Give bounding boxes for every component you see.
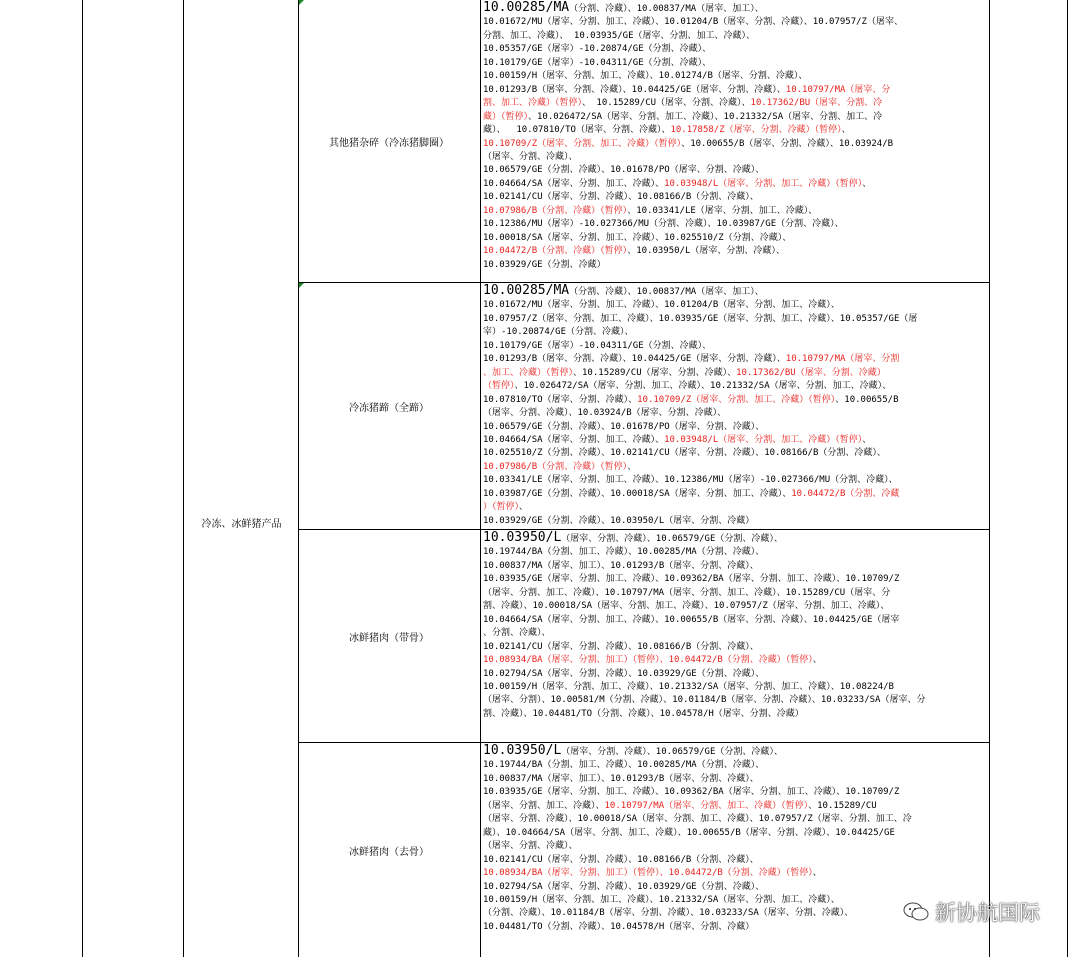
entry-text: 10.10179/GE（屠宰）-10.04311/GE（分割、冷藏）、: [483, 340, 712, 351]
code-line: [483, 84, 987, 97]
entry-text: 10.01293/B（屠宰、分割、冷藏）、10.04425/GE（屠宰、分割、冷藏）、: [483, 354, 786, 365]
code-line: [483, 447, 987, 460]
code-line: [483, 284, 987, 299]
code-line: [483, 474, 987, 487]
entry-text: 、10.15289/CU（屠宰、分割、冷藏）、: [573, 367, 737, 378]
entry-text: （分割、冷藏）、10.01184/B（屠宰、分割、冷藏）、10.03233/SA（屠宰、分割、冷藏）、: [483, 908, 854, 919]
category-label: 冷冻、冰鲜猪产品: [201, 519, 282, 530]
code-line: [483, 488, 987, 501]
suspended-entry: 10.17362/BU（屠宰、分割、冷藏）: [736, 367, 886, 378]
code-line: [483, 421, 987, 434]
entry-text: 、: [519, 502, 529, 513]
entry-text: 10.02141/CU（屠宰、分割、冷藏）、10.08166/B（分割、冷藏）、: [483, 641, 759, 652]
comment-marker: [299, 283, 304, 288]
suspended-entry: 10.08934/BA（屠宰、分割、加工）（暂停）、10.04472/B（分割、冷藏）（暂停）: [483, 655, 813, 666]
entry-text: 割、冷藏）、10.00018/SA（屠宰、分割、加工、冷藏）、10.07957/Z（屠宰、分割、加工、冷藏）、: [483, 601, 890, 612]
entry-text: 10.03341/LE（屠宰、分割、加工、冷藏）、10.12386/MU（屠宰）-10.027366/MU（分割、冷藏）、: [483, 475, 898, 486]
entry-text: 10.04664/SA（屠宰、分割、加工、冷藏）、10.00655/B（屠宰、分割、冷藏）、10.04425/GE（屠宰: [483, 614, 900, 625]
product-name: 其他猪杂碎（冷冻猪脚圈）: [329, 137, 449, 149]
entry-text: 、 10.15289/CU（屠宰、分割、冷藏）、: [582, 98, 751, 109]
code-line: [483, 151, 987, 164]
watermark: [903, 897, 1040, 927]
entry-text: 10.025510/Z（分割、冷藏）、10.02141/CU（屠宰、分割、冷藏）、10.08166/B（分割、冷藏）、: [483, 448, 886, 459]
entry-text: 、10.00655/B（屠宰、分割、冷藏）、10.03924/B: [681, 138, 894, 149]
code-line: [483, 641, 987, 654]
entry-text: 10.19744/BA（分割、加工、冷藏）、10.00285/MA（分割、冷藏）、: [483, 760, 765, 771]
code-line: [483, 70, 987, 83]
code-line: [483, 759, 987, 772]
suspended-entry: 10.08934/BA（屠宰、分割、加工）（暂停）、10.04472/B（分割、冷藏）（暂停）: [483, 868, 813, 879]
entry-text: 10.03929/GE（分割、冷藏）: [483, 259, 606, 270]
table-row: [299, 0, 989, 282]
entry-text: 10.03987/GE（分割、冷藏）、10.00018/SA（屠宰、分割、加工、冷藏）、: [483, 488, 792, 499]
code-line: [483, 840, 987, 853]
entry-text: 分割、加工、冷藏）、 10.03935/GE（屠宰、分割、加工、冷藏）、: [483, 30, 756, 41]
entry-text: 10.03935/GE（屠宰、分割、加工、冷藏）、10.09362/BA（屠宰、分割、加工、冷藏）、10.10709/Z: [483, 787, 900, 798]
table-row: [299, 530, 989, 742]
product-name: 冰鲜猪肉（去骨）: [349, 846, 429, 858]
entry-text: 10.01293/B（屠宰、分割、冷藏）、10.04425/GE（屠宰、分割、冷藏）、: [483, 84, 786, 95]
entry-text: 、10.00655/B: [835, 394, 899, 405]
code-line: [483, 587, 987, 600]
entry-text: （屠宰、分割、冷藏）、: [483, 841, 578, 852]
code-line: [483, 600, 987, 613]
wechat-icon: [903, 902, 929, 922]
entry-text: 10.02141/CU（屠宰、分割、冷藏）、10.08166/B（分割、冷藏）、: [483, 854, 759, 865]
code-line: [483, 16, 987, 29]
suspended-entry: 10.07986/B（分割、冷藏）（暂停）: [483, 205, 628, 216]
entry-text: 10.02141/CU（屠宰、分割、冷藏）、10.08166/B（分割、冷藏）、: [483, 192, 759, 203]
entry-text: （分割、冷藏）、10.00837/MA（屠宰、加工）、: [569, 4, 764, 14]
entry-text: （屠宰、分割、冷藏）、10.00018/SA（屠宰、分割、加工、冷藏）、10.07957/Z（屠宰、分割、加工、冷: [483, 814, 912, 825]
entry-text: 、10.03341/LE（屠宰、分割、加工、冷藏）、: [627, 205, 818, 216]
suspended-entry: 、加工、冷藏）（暂停）: [483, 367, 574, 378]
col-border-6: [1067, 0, 1068, 957]
entry-text: （屠宰、分割、加工、冷藏）、10.10797/MA（屠宰、分割、加工、冷藏）、10.15289/CU（屠宰、分: [483, 587, 891, 598]
suspended-entry: 10.03948/L（屠宰、分割、加工、冷藏）（暂停）: [664, 434, 863, 445]
code-line: [483, 326, 987, 339]
entry-text: 、10.15289/CU: [808, 800, 877, 811]
code-line: [483, 232, 987, 245]
entry-text: （屠宰、分割、加工、冷藏）、: [483, 800, 605, 811]
entry-text: 、10.026472/SA（屠宰、分割、加工、冷藏）、10.21332/SA（屠宰、分割、加工、冷: [528, 111, 883, 122]
table-row: [299, 743, 989, 957]
entry-text: 10.00159/H（屠宰、分割、加工、冷藏）、10.01274/B（屠宰、分割、冷藏）、: [483, 71, 808, 82]
watermark-text: 新协航国际: [935, 901, 1040, 925]
col-border-5: [989, 0, 990, 957]
code-line: [483, 111, 987, 124]
entry-text: 割、冷藏）、10.04481/TO（分割、冷藏）、10.04578/H（屠宰、分割、冷藏）: [483, 708, 804, 719]
entry-text: 宰）-10.20874/GE（分割、冷藏）、: [483, 327, 634, 338]
code-line: [483, 394, 987, 407]
suspended-entry: 10.03948/L（屠宰、分割、加工、冷藏）（暂停）: [664, 178, 863, 189]
entry-text: 10.06579/GE（分割、冷藏）、10.01678/PO（屠宰、分割、冷藏）、: [483, 421, 765, 432]
code-line: [483, 854, 987, 867]
suspended-entry: 10.10797/MA（屠宰、分割、加工、冷藏）（暂停）: [604, 800, 809, 811]
code-line: [483, 407, 987, 420]
entry-text: 、: [862, 178, 872, 189]
code-line: [483, 786, 987, 799]
entry-text: （屠宰、分割）、10.00581/M（分割、冷藏）、10.01184/B（屠宰、分割、冷藏）、10.03233/SA（屠宰、分: [483, 695, 926, 706]
plant-codes: [483, 284, 987, 528]
entry-text: 10.12386/MU（屠宰）-10.027366/MU（分割、冷藏）、10.03987/GE（分割、冷藏）、: [483, 219, 844, 230]
suspended-entry: 10.10797/MA（屠宰、分割: [785, 354, 900, 365]
code-line: [483, 380, 987, 393]
suspended-entry: 藏）（暂停）: [483, 111, 529, 122]
code-line: [483, 43, 987, 56]
code-line: [483, 218, 987, 231]
code-line: [483, 299, 987, 312]
code-line: [483, 30, 987, 43]
entry-text: （屠宰、分割、冷藏）、10.03924/B（屠宰、分割、冷藏）、: [483, 408, 727, 419]
code-line: [483, 124, 987, 137]
entry-text: 10.19744/BA（分割、加工、冷藏）、10.00285/MA（分割、冷藏）、: [483, 547, 765, 558]
code-line: [483, 668, 987, 681]
entry-text: 10.01672/MU（屠宰、分割、加工、冷藏）、10.01204/B（屠宰、分割、冷藏）、10.07957/Z（屠宰、: [483, 17, 903, 28]
code-line: [483, 654, 987, 667]
code-line: [483, 515, 987, 528]
code-line: [483, 881, 987, 894]
entry-text: 10.01672/MU（屠宰、分割、加工、冷藏）、10.01204/B（屠宰、分割、加工、冷藏）、: [483, 300, 840, 311]
code-line: [483, 138, 987, 151]
entry-text: 10.07810/TO（屠宰、分割、冷藏）、: [483, 394, 638, 405]
code-line: [483, 178, 987, 191]
entry-text: 10.00159/H（屠宰、分割、加工、冷藏）、10.21332/SA（屠宰、分割、加工、冷藏）、10.08224/B: [483, 681, 894, 692]
entry-text: 10.04664/SA（屠宰、分割、加工、冷藏）、: [483, 178, 665, 189]
code-line: [483, 164, 987, 177]
entry-text: （屠宰、分割、冷藏）、10.06579/GE（分割、冷藏）、: [561, 534, 783, 544]
col-border-1: [82, 0, 83, 957]
suspended-entry: 10.10797/MA（屠宰、分: [785, 84, 891, 95]
code-line: [483, 773, 987, 786]
code-line: [483, 1, 987, 16]
code-line: [483, 205, 987, 218]
plant-codes: [483, 1, 987, 272]
entry-text: 10.03935/GE（屠宰、分割、加工、冷藏）、10.09362/BA（屠宰、分割、加工、冷藏）、10.10709/Z: [483, 574, 900, 585]
entry-text: 10.04664/SA（屠宰、分割、加工、冷藏）、: [483, 434, 665, 445]
plant-codes: [483, 531, 987, 721]
entry-text: 、: [862, 434, 872, 445]
code-line: [483, 744, 987, 759]
suspended-entry: 10.17362/BU（屠宰、分割、冷: [750, 98, 883, 109]
code-line: [483, 560, 987, 573]
code-line: [483, 97, 987, 110]
code-line: [483, 340, 987, 353]
code-line: [483, 191, 987, 204]
code-line: [483, 313, 987, 326]
entry-text: 10.00285/MA: [483, 1, 570, 15]
suspended-entry: 10.04472/B（分割、冷藏: [791, 488, 900, 499]
entry-text: 、: [812, 868, 822, 879]
code-line: [483, 531, 987, 546]
entry-text: 10.03950/L: [483, 744, 562, 758]
entry-text: 10.06579/GE（分割、冷藏）、10.01678/PO（屠宰、分割、冷藏）、: [483, 165, 765, 176]
code-line: [483, 245, 987, 258]
suspended-entry: ）（暂停）: [483, 502, 520, 513]
entry-text: 10.04481/TO（分割、冷藏）、10.04578/H（屠宰、分割、冷藏）: [483, 921, 755, 932]
entry-text: 10.03929/GE（分割、冷藏）、10.03950/L（屠宰、分割、冷藏）: [483, 515, 755, 526]
entry-text: （分割、冷藏）、10.00837/MA（屠宰、加工）、: [569, 287, 764, 297]
code-line: [483, 708, 987, 721]
suspended-entry: 10.17858/Z（屠宰、分割、冷藏）（暂停）: [670, 125, 842, 136]
col-border-2: [183, 0, 184, 957]
code-line: [483, 627, 987, 640]
suspended-entry: 10.07986/B（分割、冷藏）（暂停）: [483, 461, 628, 472]
entry-text: 、: [812, 655, 822, 666]
entry-text: 10.00837/MA（屠宰、加工）、10.01293/B（屠宰、分割、冷藏）、: [483, 773, 759, 784]
entry-text: 10.05357/GE（屠宰）-10.20874/GE（分割、冷藏）、: [483, 44, 712, 55]
code-line: [483, 614, 987, 627]
entry-text: 10.03950/L: [483, 531, 562, 545]
entry-text: 10.02794/SA（屠宰、分割、冷藏）、10.03929/GE（分割、冷藏）、: [483, 668, 765, 679]
entry-text: 10.02794/SA（屠宰、分割、冷藏）、10.03929/GE（分割、冷藏）、: [483, 881, 765, 892]
code-line: [483, 694, 987, 707]
suspended-entry: 10.10709/Z（屠宰、分割、加工、冷藏）（暂停）: [483, 138, 682, 149]
code-line: [483, 353, 987, 366]
suspended-entry: （暂停）: [483, 381, 515, 392]
table-row: [299, 283, 989, 529]
code-line: [483, 367, 987, 380]
code-line: [483, 573, 987, 586]
code-line: [483, 813, 987, 826]
entry-text: 、10.026472/SA（屠宰、分割、加工、冷藏）、10.21332/SA（屠宰、分割、加工、冷藏）、: [514, 381, 892, 392]
entry-text: 10.07957/Z（屠宰、分割、加工、冷藏）、10.03935/GE（屠宰、分割、加工、冷藏）、10.05357/GE（屠: [483, 313, 918, 324]
code-line: [483, 867, 987, 880]
suspended-entry: 10.10709/Z（屠宰、分割、加工、冷藏）（暂停）: [637, 394, 836, 405]
code-line: [483, 800, 987, 813]
entry-text: 、: [841, 125, 851, 136]
code-line: [483, 57, 987, 70]
product-name: 冷冻猪蹄（全蹄）: [349, 402, 429, 414]
entry-text: 藏）、 10.07810/TO（屠宰、分割、冷藏）、: [483, 125, 671, 136]
code-line: [483, 501, 987, 514]
product-name: 冰鲜猪肉（带骨）: [349, 632, 429, 644]
code-line: [483, 434, 987, 447]
entry-text: 藏）、10.04664/SA（屠宰、分割、加工、冷藏）、10.00655/B（屠宰、分割、冷藏）、10.04425/GE: [483, 827, 895, 838]
entry-text: 、: [627, 461, 637, 472]
comment-marker: [299, 0, 304, 5]
entry-text: 10.00018/SA（屠宰、分割、加工、冷藏）、10.025510/Z（分割、冷藏）、: [483, 232, 792, 243]
entry-text: 、分割、冷藏）、: [483, 628, 551, 639]
code-line: [483, 461, 987, 474]
suspended-entry: 10.04472/B（分割、冷藏）（暂停）: [483, 246, 628, 257]
suspended-entry: 割、加工、冷藏）（暂停）: [483, 98, 583, 109]
entry-text: （屠宰、分割、冷藏）、: [483, 151, 578, 162]
entry-text: 10.10179/GE（屠宰）-10.04311/GE（分割、冷藏）、: [483, 57, 712, 68]
code-line: [483, 259, 987, 272]
entry-text: 10.00285/MA: [483, 284, 570, 298]
code-line: [483, 681, 987, 694]
code-line: [483, 827, 987, 840]
code-line: [483, 546, 987, 559]
entry-text: 、10.03950/L（屠宰、分割、冷藏）、: [627, 246, 785, 257]
entry-text: 10.00159/H（屠宰、分割、加工、冷藏）、10.21332/SA（屠宰、分割、加工、冷藏）、: [483, 894, 840, 905]
entry-text: 10.00837/MA（屠宰、加工）、10.01293/B（屠宰、分割、冷藏）、: [483, 560, 759, 571]
entry-text: （屠宰、分割、冷藏）、10.06579/GE（分割、冷藏）、: [561, 747, 783, 757]
